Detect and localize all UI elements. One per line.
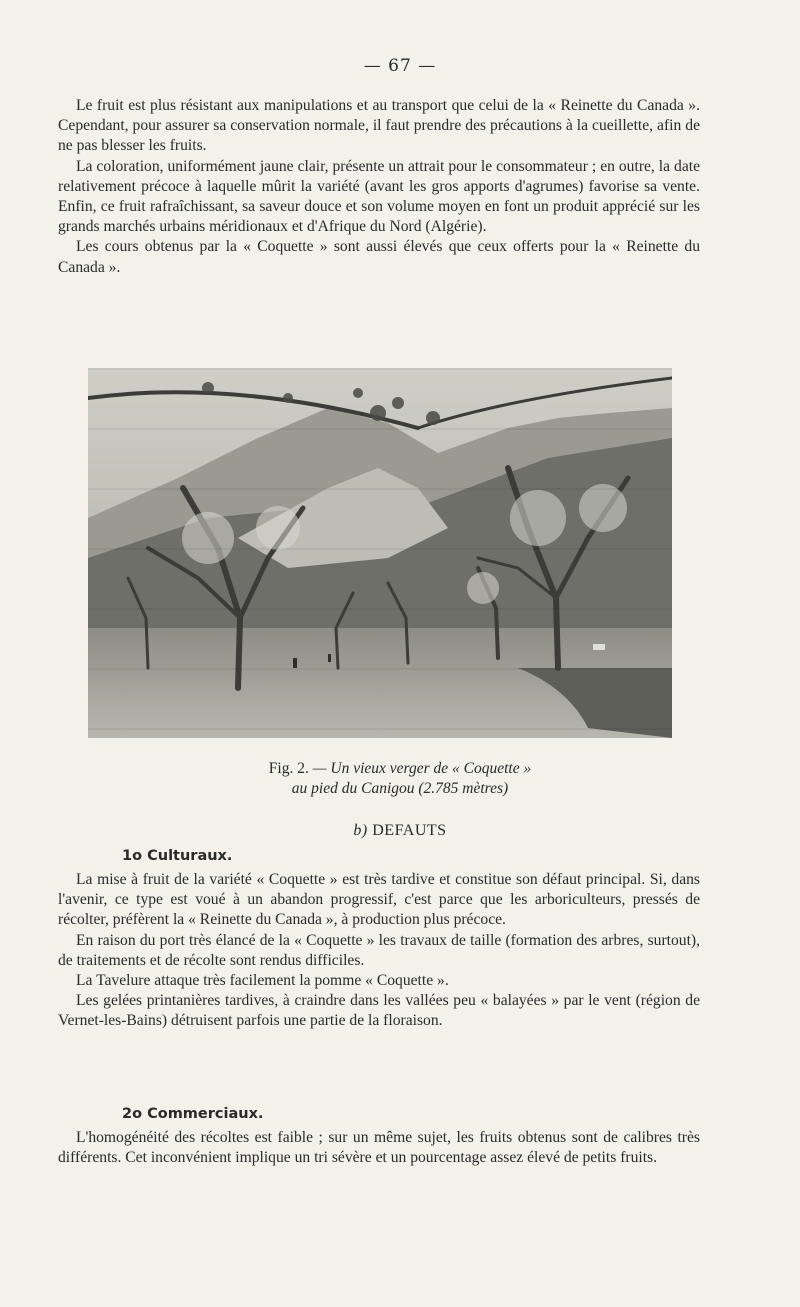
page-number: — 67 —	[363, 56, 437, 76]
figure-caption-line-2: au pied du Canigou (2.785 mètres)	[291, 780, 509, 797]
paragraph: Le fruit est plus résistant aux manipulations et au transport que celui de la « Reinette du Canada ». Cependant, pour assurer sa conservation normale, il faut prendre des précautions à la cueillette, afin de ne pas blesser les fruits.	[58, 97, 700, 155]
subheading-commerciaux: 2o Commerciaux.	[122, 1106, 264, 1122]
caption-text: Un vieux verger de « Coquette »	[330, 760, 532, 777]
paragraph: En raison du port très élancé de la « Coquette » les travaux de taille (formation des arbres, surtout), de traitements et de récolte sont rendus difficiles.	[58, 931, 700, 969]
caption-dash: —	[312, 760, 331, 777]
figure-label: Fig. 2.	[268, 760, 309, 777]
figure-caption-line-1	[150, 759, 650, 779]
paragraph: Les gelées printanières tardives, à craindre dans les vallées peu « balayées » par le vent (région de Vernet-les-Bains) détruisent parfois une partie de la floraison.	[58, 992, 700, 1030]
paragraph: La coloration, uniformément jaune clair, présente un attrait pour le consommateur ; en outre, la date relativement précoce à laquelle mûrit la variété (avant les gros apports d'agrumes) favorise sa vente. Enfin, ce fruit rafraîchissant, sa saveur douce et son volume moyen en font un produit apprécié sur les grands marchés urbains méridionaux et d'Afrique du Nord (Algérie).	[58, 157, 700, 236]
paragraph: L'homogénéité des récoltes est faible ; sur un même sujet, les fruits obtenus sont de calibres très différents. Cet inconvénient implique un tri sévère et un pourcentage assez élevé de petits fruits.	[58, 1129, 700, 1167]
paragraph: La mise à fruit de la variété « Coquette » est très tardive et constitue son défaut principal. Si, dans l'avenir, ce type est voué à un abandon progressif, c'est parce que les arboriculteurs, pressés de récolter, préfèrent la « Reinette du Canada », à production plus précoce.	[58, 871, 700, 929]
paragraph: La Tavelure attaque très facilement la pomme « Coquette ».	[76, 972, 449, 990]
paragraph: Les cours obtenus par la « Coquette » sont aussi élevés que ceux offerts pour la « Reinette du Canada ».	[58, 238, 700, 276]
commerciaux-text	[58, 1128, 700, 1168]
section-heading	[0, 822, 800, 840]
section-title: DEFAUTS	[372, 822, 447, 839]
subheading-culturaux: 1o Culturaux.	[122, 848, 233, 864]
orchard-photo	[88, 368, 672, 738]
intro-text	[58, 96, 700, 278]
section-letter: b)	[353, 822, 368, 839]
culturaux-text	[58, 870, 700, 1032]
